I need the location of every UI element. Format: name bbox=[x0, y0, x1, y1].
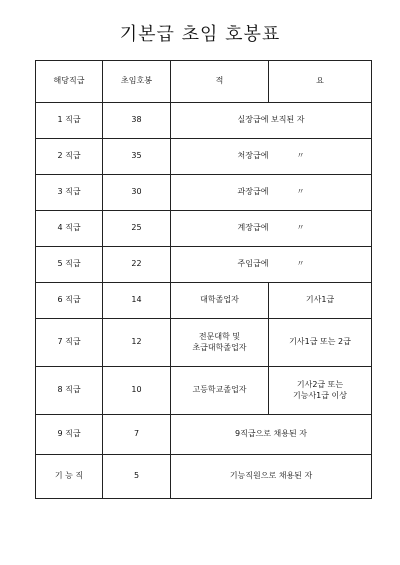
remark-cell bbox=[171, 139, 372, 175]
grade-cell: 6 직급 bbox=[36, 283, 103, 319]
grade-cell: 5 직급 bbox=[36, 247, 103, 283]
remark-cell bbox=[171, 103, 372, 139]
education-cell: 고등학교졸업자 bbox=[171, 367, 269, 415]
remark-text: 처장급에 bbox=[237, 151, 269, 161]
remark-text: 계장급에 bbox=[237, 223, 269, 233]
table-row bbox=[36, 175, 372, 211]
remark-cell bbox=[171, 211, 372, 247]
remark-text: 실장급에 보직된 자 bbox=[237, 115, 305, 125]
table-row bbox=[36, 211, 372, 247]
grade-cell: 3 직급 bbox=[36, 175, 103, 211]
table-row bbox=[36, 103, 372, 139]
grade-cell: 1 직급 bbox=[36, 103, 103, 139]
grade-cell: 9 직급 bbox=[36, 415, 103, 455]
grade-cell: 8 직급 bbox=[36, 367, 103, 415]
table-row bbox=[36, 415, 372, 455]
step-cell: 25 bbox=[103, 211, 171, 247]
step-cell: 5 bbox=[103, 455, 171, 499]
grade-cell: 7 직급 bbox=[36, 319, 103, 367]
table-row bbox=[36, 319, 372, 367]
grade-cell: 2 직급 bbox=[36, 139, 103, 175]
step-cell: 30 bbox=[103, 175, 171, 211]
header-grade: 해당직급 bbox=[36, 61, 103, 103]
ditto-mark: 〃 bbox=[296, 223, 305, 233]
education-line: 초급대학졸업자 bbox=[192, 342, 247, 352]
remark-cell: 9직급으로 채용된 자 bbox=[171, 415, 372, 455]
step-cell: 14 bbox=[103, 283, 171, 319]
ditto-mark: 〃 bbox=[296, 259, 305, 269]
education-cell bbox=[171, 319, 269, 367]
header-remarks-left: 적 bbox=[171, 61, 269, 103]
qualification-cell: 기사1급 bbox=[269, 283, 372, 319]
table-row bbox=[36, 455, 372, 499]
table-row bbox=[36, 247, 372, 283]
step-cell: 7 bbox=[103, 415, 171, 455]
grade-cell: 기 능 직 bbox=[36, 455, 103, 499]
remark-cell: 기능직원으로 채용된 자 bbox=[171, 455, 372, 499]
qualification-line: 기능사1급 이상 bbox=[292, 390, 347, 400]
table-row bbox=[36, 283, 372, 319]
step-cell: 35 bbox=[103, 139, 171, 175]
step-cell: 10 bbox=[103, 367, 171, 415]
remark-cell bbox=[171, 175, 372, 211]
page-title: 기본급 초임 호봉표 bbox=[119, 24, 281, 45]
remark-text: 과장급에 bbox=[237, 187, 269, 197]
ditto-mark: 〃 bbox=[296, 151, 305, 161]
qualification-cell: 기사1급 또는 2급 bbox=[269, 319, 372, 367]
step-cell: 12 bbox=[103, 319, 171, 367]
remark-cell bbox=[171, 247, 372, 283]
table-row bbox=[36, 139, 372, 175]
step-cell: 22 bbox=[103, 247, 171, 283]
salary-step-table bbox=[35, 60, 372, 499]
grade-cell: 4 직급 bbox=[36, 211, 103, 247]
education-cell: 대학졸업자 bbox=[171, 283, 269, 319]
qualification-cell bbox=[269, 367, 372, 415]
table-header-row bbox=[36, 61, 372, 103]
header-remarks-right: 요 bbox=[269, 61, 372, 103]
header-step: 초임호봉 bbox=[103, 61, 171, 103]
ditto-mark: 〃 bbox=[296, 187, 305, 197]
table-row bbox=[36, 367, 372, 415]
qualification-line: 기사2급 또는 bbox=[296, 379, 344, 389]
remark-text: 주임급에 bbox=[237, 259, 269, 269]
education-line: 전문대학 및 bbox=[198, 331, 241, 341]
step-cell: 38 bbox=[103, 103, 171, 139]
